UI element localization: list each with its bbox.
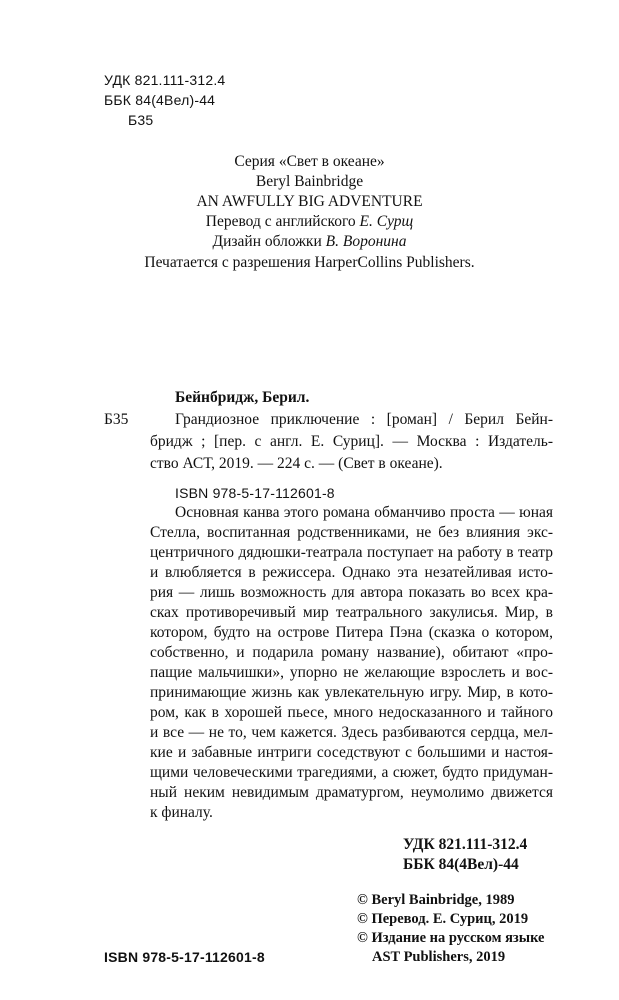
bib-author: Бейнбридж, Берил.: [175, 389, 310, 406]
annotation-line: и все — не то, чем кажется. Здесь разбиваются сердца, мел-: [150, 724, 553, 741]
annotation-line: щими человеческими трагедиями, а сюжет, будто придуман-: [150, 764, 553, 781]
copyright-line: © Beryl Bainbridge, 1989: [357, 892, 515, 908]
designer-name: В. Воронина: [325, 233, 407, 250]
design-line: [0, 232, 619, 252]
bib-line: Грандиозное приключение : [роман] / Берил Бейн-: [175, 411, 553, 428]
annotation-line: Стелла, воспитанная родственниками, не без влияния экс-: [150, 524, 553, 541]
class-udk: УДК 821.111-312.4: [403, 836, 528, 853]
bib-line: ство АСТ, 2019. — 224 с. — (Свет в океане).: [150, 455, 443, 472]
annotation-line: и влюбляется в режиссера. Однако эта незатейливая исто-: [150, 564, 553, 581]
copyright-line: © Перевод. Е. Суриц, 2019: [357, 911, 529, 927]
title-en: AN AWFULLY BIG ADVENTURE: [196, 193, 423, 210]
annotation-line: собственно, и подарила роману название), обитают «про-: [150, 644, 553, 661]
class-bbk: ББК 84(4Вел)-44: [403, 856, 519, 873]
translation-prefix: Перевод с английского: [205, 213, 360, 230]
permission-line: Печатается с разрешения HarperCollins Publishers.: [144, 254, 475, 271]
footer-isbn: ISBN 978-5-17-112601-8: [104, 949, 265, 965]
annotation-line: ром, как в хорошей пьесе, много недосказанного и тайного: [150, 704, 553, 721]
annotation-line: сках противоречивый мир театрального закулисья. Мир, в: [150, 604, 553, 621]
bib-isbn: ISBN 978-5-17-112601-8: [175, 485, 335, 501]
annotation-line: ный неким невидимым драматургом, неумолимо движется: [150, 784, 553, 801]
annotation-line: центричного дядюшки-театрала поступает на работу в театр: [150, 544, 553, 561]
annotation-line: Основная канва этого романа обманчиво проста — юная: [175, 504, 553, 521]
annotation-line: котором, будто на острове Питера Пэна (сказка о котором,: [150, 624, 553, 641]
author-en: Beryl Bainbridge: [255, 173, 364, 190]
annotation-line: к финалу.: [150, 804, 213, 821]
design-prefix: Дизайн обложки: [212, 233, 326, 250]
annotation-line: рия — лишь возможность для автора показать во всех кра-: [150, 584, 553, 601]
copyright-line: © Издание на русском языке: [357, 930, 545, 946]
bib-line: бридж ; [пер. с англ. Е. Суриц]. — Москва : Издатель-: [150, 433, 553, 450]
translator-name: Е. Сурщ: [359, 213, 414, 230]
annotation-line: принимающие жизнь как увлекательную игру. Мир, в кото-: [150, 684, 553, 701]
bib-code: Б35: [104, 411, 129, 428]
annotation-line: кие и забавные интриги соседствуют с большими и настоя-: [150, 744, 553, 761]
translation-line: [0, 212, 619, 232]
header-bbk: ББК 84(4Вел)-44: [104, 92, 216, 108]
header-udk: УДК 821.111-312.4: [104, 72, 226, 88]
header-code: Б35: [128, 112, 154, 128]
series-line: Серия «Свет в океане»: [234, 153, 385, 170]
annotation-line: пащие мальчишки», упорно не желающие взрослеть и вос-: [150, 664, 553, 681]
copyright-line: AST Publishers, 2019: [372, 949, 506, 965]
